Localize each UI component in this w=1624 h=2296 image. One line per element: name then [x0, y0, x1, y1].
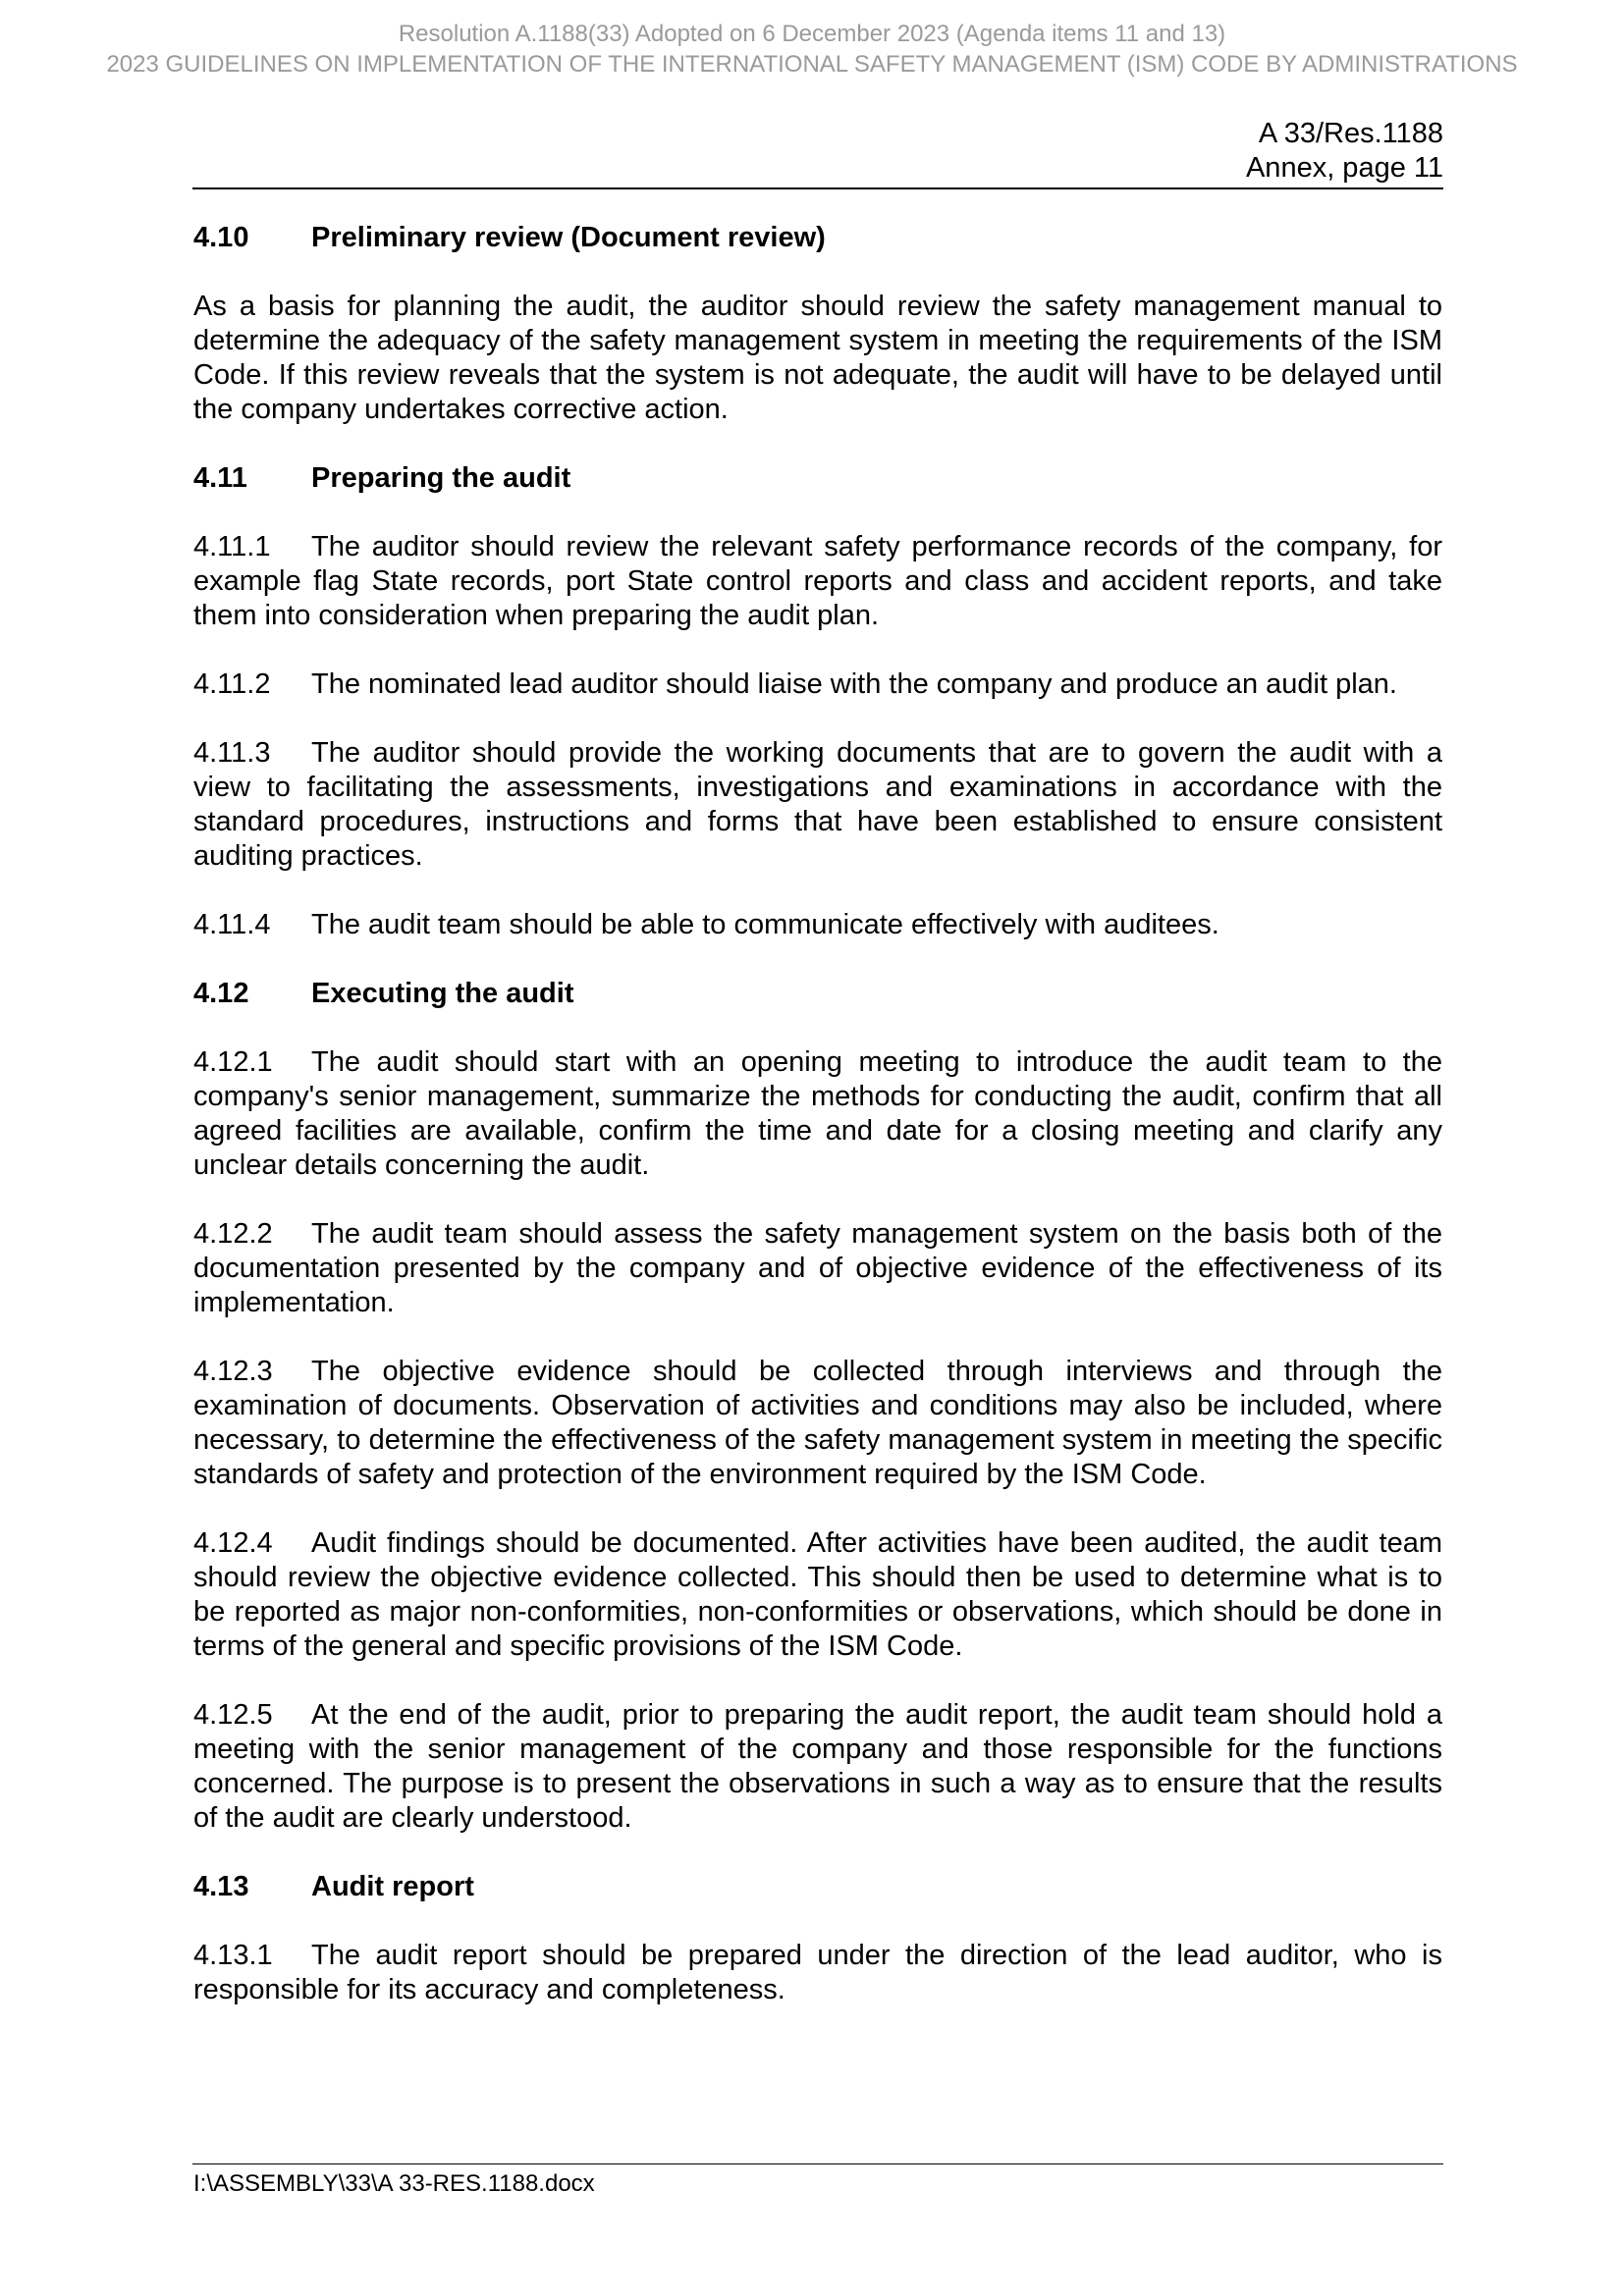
paragraph-4-11-1	[193, 530, 1442, 633]
paragraph-text: The auditor should review the relevant safety performance records of the company, for example flag State records, port State control reports and class and accident reports, and take them into consideration when preparing the audit plan.	[193, 531, 1442, 631]
paragraph-number: 4.12.5	[193, 1699, 273, 1731]
footer-file-path: I:\ASSEMBLY\33\A 33-RES.1188.docx	[193, 2170, 595, 2197]
paragraph-number: 4.11.2	[193, 668, 271, 700]
paragraph-number: 4.11.3	[193, 737, 271, 769]
section-number: 4.13	[193, 1871, 249, 1902]
header-rule	[192, 187, 1443, 189]
paragraph-number: 4.12.1	[193, 1046, 273, 1078]
paragraph-4-10: As a basis for planning the audit, the auditor should review the safety management manual to determine the adequacy of the safety management system in meeting the requirements of the ISM Code. If this review reveals that the system is not adequate, the audit will have to be delayed until the company undertakes corrective action.	[193, 291, 1442, 425]
page-reference	[1246, 117, 1443, 186]
paragraph-number: 4.12.2	[193, 1218, 273, 1250]
paragraph-number: 4.13.1	[193, 1940, 273, 1971]
paragraph-text: The objective evidence should be collected through interviews and through the examination of documents. Observation of activities and conditions may also be included, where necessary, to determine the effectiveness of the safety management system in meeting the specific standards of safety and protection of the environment required by the ISM Code.	[193, 1356, 1442, 1490]
paragraph-4-13-1	[193, 1939, 1442, 2007]
section-title: Preliminary review (Document review)	[311, 222, 826, 253]
paragraph-text: The audit team should assess the safety management system on the basis both of the documentation presented by the company and of objective evidence of the effectiveness of its implementation.	[193, 1218, 1442, 1318]
paragraph-text: The audit team should be able to communicate effectively with auditees.	[311, 909, 1219, 940]
section-title: Audit report	[311, 1871, 474, 1902]
document-reference: A 33/Res.1188	[1258, 118, 1443, 149]
page-number: Annex, page 11	[1245, 152, 1443, 184]
paragraph-number: 4.11.4	[193, 909, 271, 940]
paragraph-text: The auditor should provide the working documents that are to govern the audit with a view to facilitating the assessments, investigations and examinations in accordance with the standard procedures, instructions and forms that have been established to ensure consistent auditing practices.	[193, 737, 1442, 872]
paragraph-text: The audit should start with an opening meeting to introduce the audit team to the company's senior management, summarize the methods for conducting the audit, confirm that all agreed facilities are available, confirm the time and date for a closing meeting and clarify any unclear details concerning the audit.	[193, 1046, 1442, 1181]
section-heading-4-12	[193, 977, 1442, 1011]
paragraph-4-12-5	[193, 1698, 1442, 1836]
paragraph-4-12-3	[193, 1355, 1442, 1492]
section-number: 4.10	[193, 222, 249, 253]
paragraph-4-11-4	[193, 908, 1442, 942]
section-title: Executing the audit	[311, 978, 574, 1009]
section-title: Preparing the audit	[311, 462, 571, 494]
paragraph-text: Audit findings should be documented. After activities have been audited, the audit team should review the objective evidence collected. This should then be used to determine what is to be reported as major non-conformities, non-conformities or observations, which should be done in terms of the general and specific provisions of the ISM Code.	[193, 1527, 1442, 1662]
paragraph-4-11-2	[193, 667, 1442, 702]
footer-rule	[192, 2163, 1443, 2164]
paragraph-4-12-4	[193, 1526, 1442, 1664]
paragraph-number: 4.12.4	[193, 1527, 273, 1559]
paragraph-number: 4.11.1	[193, 531, 271, 562]
document-body	[193, 221, 1442, 2042]
section-heading-4-13	[193, 1870, 1442, 1904]
section-number: 4.12	[193, 978, 249, 1009]
paragraph-number: 4.12.3	[193, 1356, 273, 1387]
section-number: 4.11	[193, 462, 247, 494]
paragraph-4-12-1	[193, 1045, 1442, 1183]
watermark-line-2: 2023 GUIDELINES ON IMPLEMENTATION OF THE INTERNATIONAL SAFETY MANAGEMENT (ISM) CODE BY ADMINISTRATIONS	[106, 51, 1518, 78]
section-heading-4-10	[193, 221, 1442, 255]
paragraph-text: The audit report should be prepared under the direction of the lead auditor, who is responsible for its accuracy and completeness.	[193, 1940, 1442, 2005]
paragraph-4-11-3	[193, 736, 1442, 874]
section-heading-4-11	[193, 461, 1442, 496]
paragraph-text: At the end of the audit, prior to preparing the audit report, the audit team should hold a meeting with the senior management of the company and those responsible for the functions concerned. The purpose is to present the observations in such a way as to ensure that the results of the audit are clearly understood.	[193, 1699, 1442, 1834]
paragraph-4-12-2	[193, 1217, 1442, 1320]
paragraph-text: The nominated lead auditor should liaise with the company and produce an audit plan.	[311, 668, 1397, 700]
watermark-line-1: Resolution A.1188(33) Adopted on 6 December 2023 (Agenda items 11 and 13)	[398, 21, 1226, 47]
